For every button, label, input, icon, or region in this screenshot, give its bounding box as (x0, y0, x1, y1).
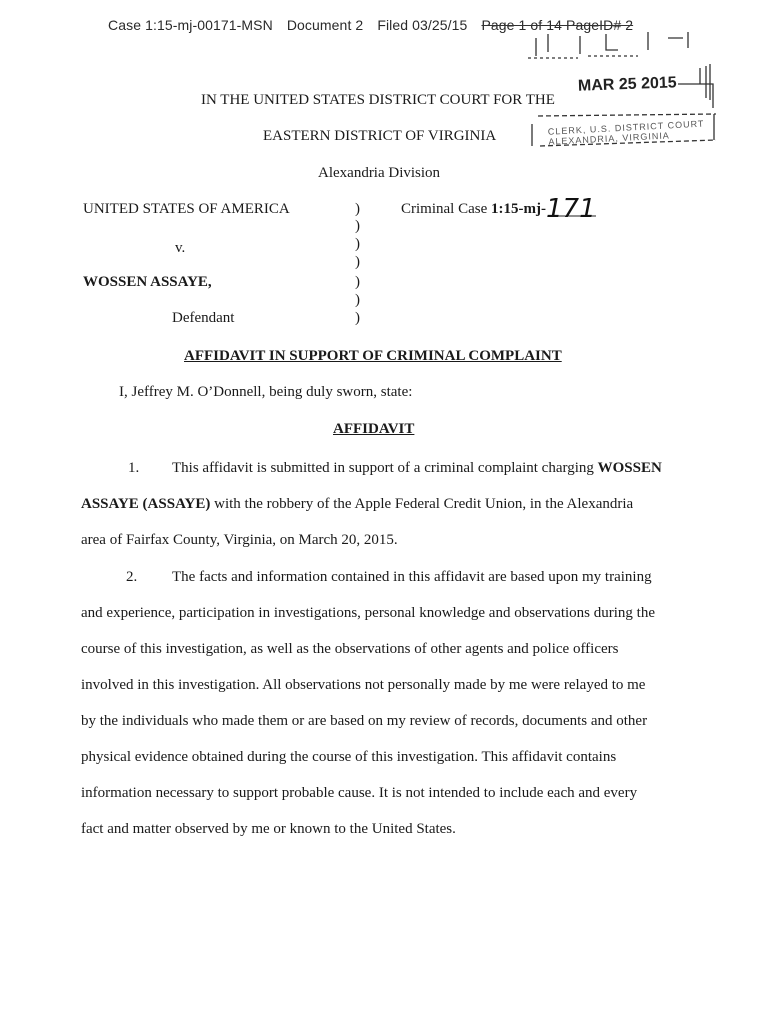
paragraph-1-line-2 (81, 486, 633, 522)
caption-paren: ) (355, 218, 360, 234)
paragraph-1-line-3: area of Fairfax County, Virginia, on March 20, 2015. (81, 532, 398, 548)
header-filed: Filed 03/25/15 (377, 17, 468, 33)
paragraph-2-line-2: and experience, participation in investigations, personal knowledge and observations during the (81, 605, 656, 621)
paragraph-2-line-8: fact and matter observed by me or known to the United States. (81, 821, 456, 837)
defendant-name: WOSSEN ASSAYE, (83, 274, 212, 290)
sworn-statement: I, Jeffrey M. O’Donnell, being duly sworn, state: (119, 384, 413, 400)
stamp-clerk: CLERK, U.S. DISTRICT COURT ALEXANDRIA, VIRGINIA (547, 118, 705, 147)
paragraph-2-line-3: course of this investigation, as well as the observations of other agents and police officers (81, 641, 619, 657)
header-case-number: Case 1:15-mj-00171-MSN (108, 17, 273, 33)
paragraph-2-line-6: physical evidence obtained during the course of this investigation. This affidavit contains (81, 749, 617, 765)
defendant-ref: WOSSEN (597, 460, 662, 476)
court-line-1: IN THE UNITED STATES DISTRICT COURT FOR THE (201, 92, 555, 108)
paragraph-1-line-1 (172, 450, 662, 486)
paragraph-2-line-4: involved in this investigation. All observations not personally made by me were relayed to me (81, 677, 646, 693)
caption-paren: ) (355, 236, 360, 252)
paragraph-1-number: 1. (128, 460, 140, 476)
header-page: Page 1 of 14 PageID# 2 (481, 17, 634, 33)
caption-paren: ) (355, 274, 360, 290)
paragraph-1-text: This affidavit is submitted in support of a criminal complaint charging (172, 460, 598, 476)
stamp-date: MAR 25 2015 (577, 74, 677, 95)
handwritten-case-number: 171 (546, 194, 596, 224)
document-title: AFFIDAVIT IN SUPPORT OF CRIMINAL COMPLAINT (184, 348, 562, 364)
paragraph-2-line-5: by the individuals who made them or are based on my review of records, documents and other (81, 713, 648, 729)
paragraph-1-text: with the robbery of the Apple Federal Credit Union, in the Alexandria (210, 496, 634, 512)
case-prefix: 1:15-mj- (491, 201, 546, 217)
court-line-2: EASTERN DISTRICT OF VIRGINIA (263, 128, 497, 144)
caption-paren: ) (355, 292, 360, 308)
court-division: Alexandria Division (318, 165, 441, 181)
defendant-label: Defendant (172, 310, 235, 326)
defendant-ref: ASSAYE (ASSAYE) (81, 496, 211, 512)
plaintiff-name: UNITED STATES OF AMERICA (83, 201, 290, 217)
case-label: Criminal Case (401, 201, 491, 217)
paragraph-2-line-1: The facts and information contained in this affidavit are based upon my training (172, 569, 652, 585)
versus: v. (175, 240, 186, 256)
paragraph-2-number: 2. (126, 569, 138, 585)
header-document: Document 2 (286, 17, 364, 33)
caption-paren: ) (355, 201, 360, 217)
caption-paren: ) (355, 254, 360, 270)
section-title: AFFIDAVIT (333, 421, 415, 437)
paragraph-2-line-7: information necessary to support probable cause. It is not intended to include each and every (81, 785, 638, 801)
case-number (401, 201, 546, 218)
caption-paren: ) (355, 310, 360, 326)
